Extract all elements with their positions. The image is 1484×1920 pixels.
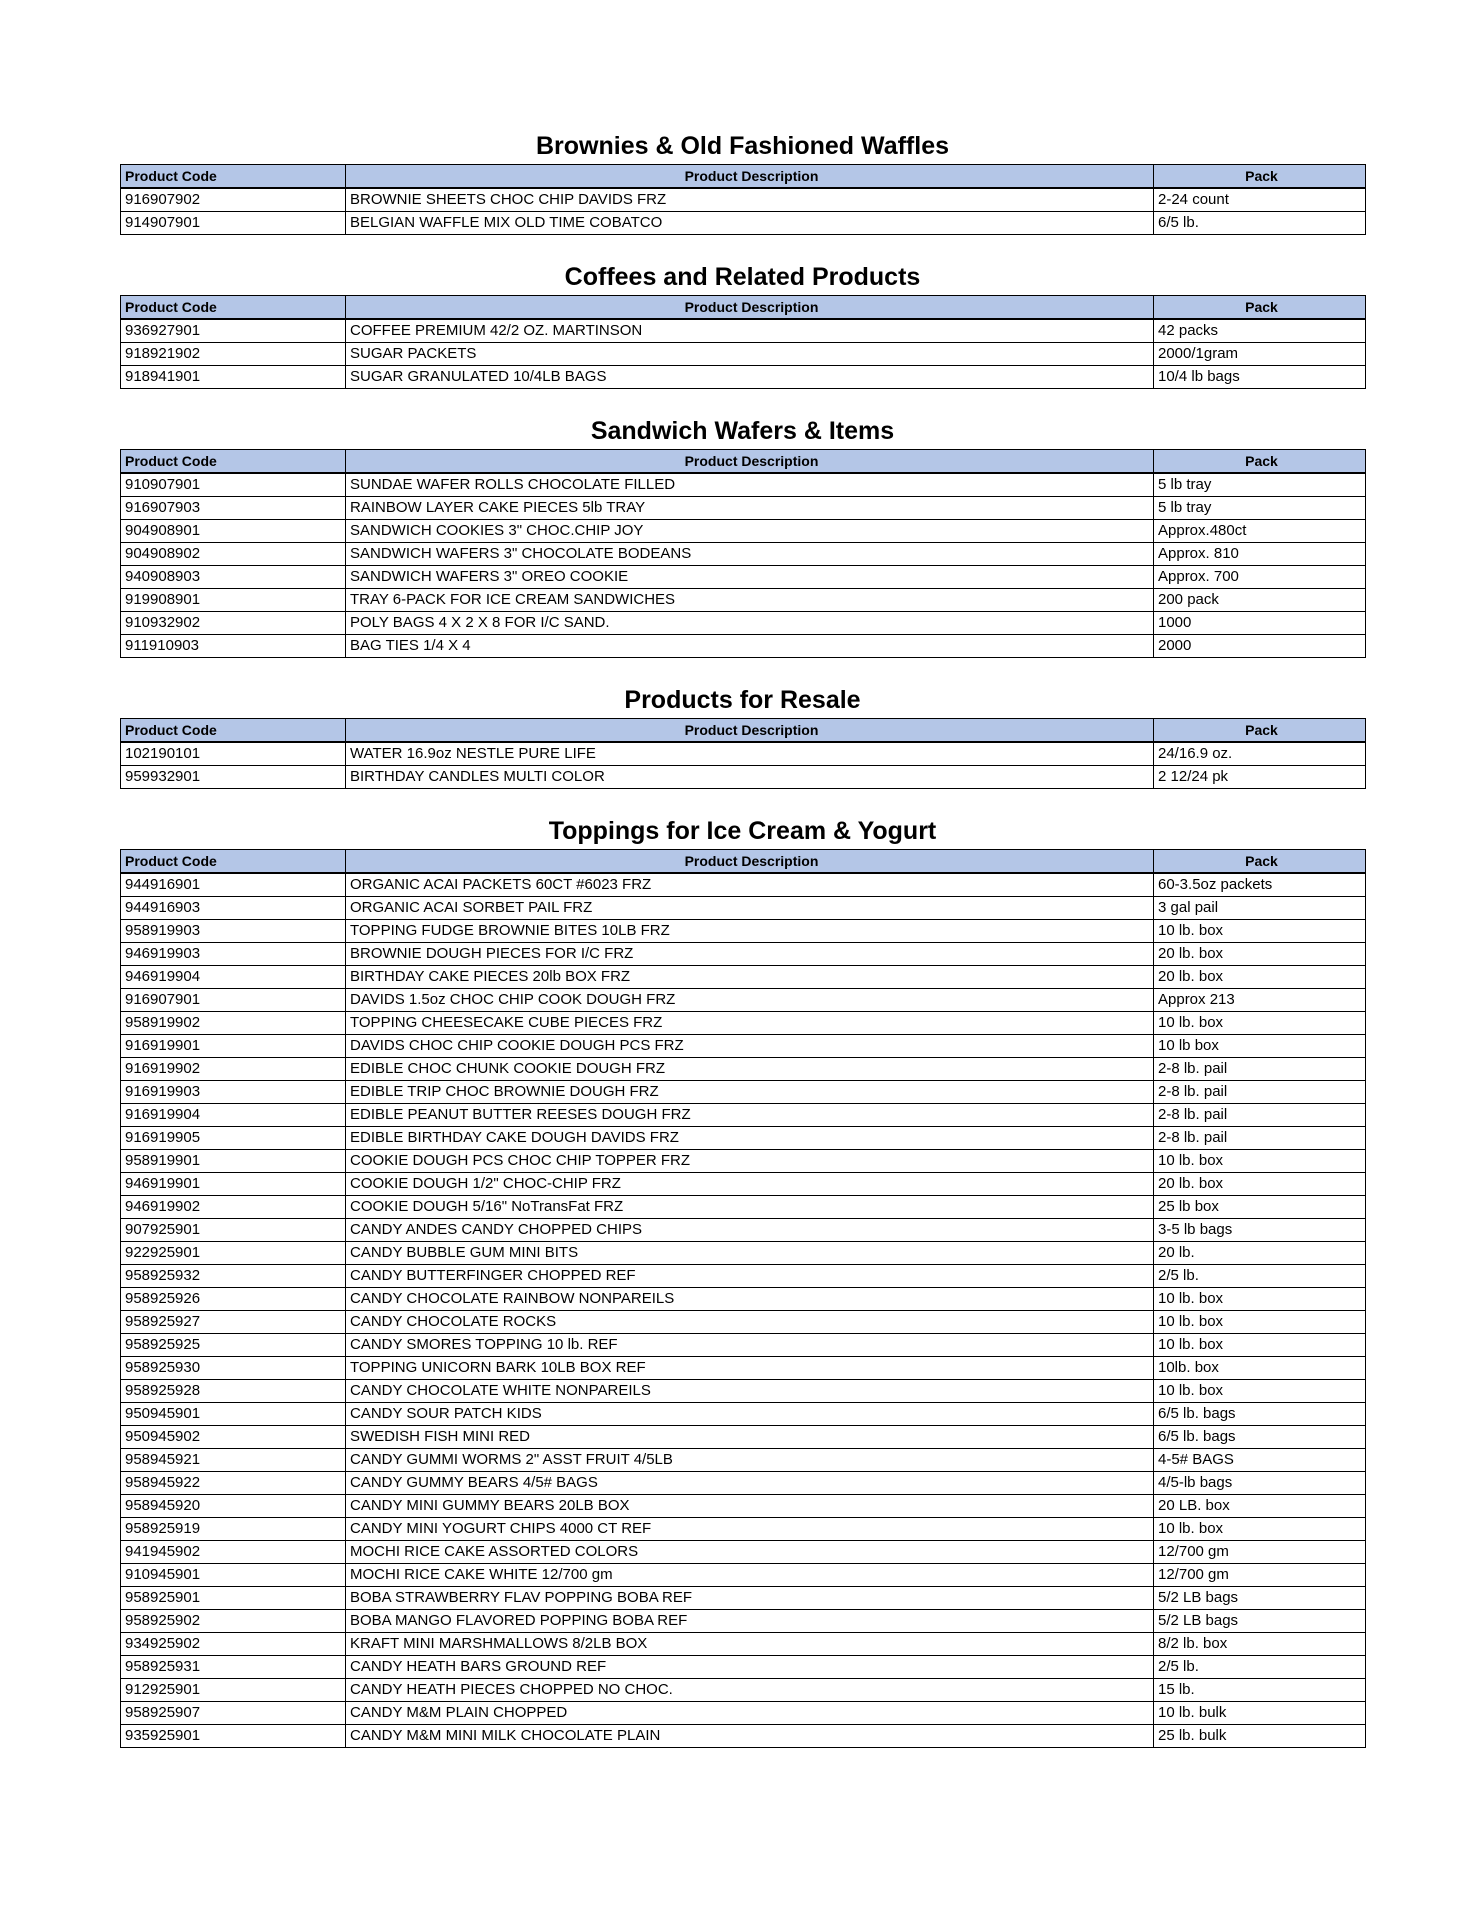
table-row — [121, 989, 1366, 1012]
pack-cell: 24/16.9 oz. — [1154, 742, 1366, 766]
pack-cell: 6/5 lb. bags — [1154, 1403, 1366, 1426]
product-code-cell: 935925901 — [121, 1725, 346, 1748]
table-row — [121, 1702, 1366, 1725]
product-code-cell: 958919901 — [121, 1150, 346, 1173]
table-row — [121, 612, 1366, 635]
product-description-cell: COOKIE DOUGH PCS CHOC CHIP TOPPER FRZ — [346, 1150, 1154, 1173]
product-code-cell: 958945920 — [121, 1495, 346, 1518]
header-product-description: Product Description — [346, 165, 1154, 189]
pack-cell: 2-8 lb. pail — [1154, 1058, 1366, 1081]
pack-cell: Approx 213 — [1154, 989, 1366, 1012]
product-code-cell: 950945901 — [121, 1403, 346, 1426]
product-code-cell: 916907901 — [121, 989, 346, 1012]
product-description-cell: CANDY SOUR PATCH KIDS — [346, 1403, 1154, 1426]
product-code-cell: 946919903 — [121, 943, 346, 966]
header-pack: Pack — [1154, 850, 1366, 874]
header-product-description: Product Description — [346, 296, 1154, 320]
header-product-code: Product Code — [121, 296, 346, 320]
section-title: Brownies & Old Fashioned Waffles — [535, 132, 949, 160]
product-description-cell: EDIBLE PEANUT BUTTER REESES DOUGH FRZ — [346, 1104, 1154, 1127]
table-row — [121, 1633, 1366, 1656]
catalog-section — [120, 413, 1365, 658]
section-title: Products for Resale — [624, 686, 861, 714]
product-description-cell: SUNDAE WAFER ROLLS CHOCOLATE FILLED — [346, 473, 1154, 497]
product-description-cell: CANDY M&M PLAIN CHOPPED — [346, 1702, 1154, 1725]
pack-cell: Approx. 810 — [1154, 543, 1366, 566]
table-row — [121, 1472, 1366, 1495]
pack-cell: 2-8 lb. pail — [1154, 1104, 1366, 1127]
product-description-cell: CANDY CHOCOLATE ROCKS — [346, 1311, 1154, 1334]
product-table — [120, 164, 1366, 235]
header-product-description: Product Description — [346, 719, 1154, 743]
product-code-cell: 916919905 — [121, 1127, 346, 1150]
table-row — [121, 366, 1366, 389]
pack-cell: 20 lb. box — [1154, 966, 1366, 989]
pack-cell: 8/2 lb. box — [1154, 1633, 1366, 1656]
product-code-cell: 910945901 — [121, 1564, 346, 1587]
product-description-cell: CANDY HEATH PIECES CHOPPED NO CHOC. — [346, 1679, 1154, 1702]
product-code-cell: 958945921 — [121, 1449, 346, 1472]
product-code-cell: 958925907 — [121, 1702, 346, 1725]
table-row — [121, 1725, 1366, 1748]
product-description-cell: TOPPING UNICORN BARK 10LB BOX REF — [346, 1357, 1154, 1380]
product-description-cell: BROWNIE DOUGH PIECES FOR I/C FRZ — [346, 943, 1154, 966]
section-title: Toppings for Ice Cream & Yogurt — [548, 817, 937, 845]
table-row — [121, 212, 1366, 235]
table-row — [121, 1058, 1366, 1081]
table-row — [121, 1495, 1366, 1518]
table-row — [121, 1173, 1366, 1196]
product-description-cell: MOCHI RICE CAKE WHITE 12/700 gm — [346, 1564, 1154, 1587]
pack-cell: 3-5 lb bags — [1154, 1219, 1366, 1242]
product-description-cell: CANDY CHOCOLATE RAINBOW NONPAREILS — [346, 1288, 1154, 1311]
table-row — [121, 1656, 1366, 1679]
table-row — [121, 1219, 1366, 1242]
product-code-cell: 940908903 — [121, 566, 346, 589]
table-row — [121, 742, 1366, 766]
pack-cell: 42 packs — [1154, 319, 1366, 343]
product-code-cell: 910907901 — [121, 473, 346, 497]
product-code-cell: 911910903 — [121, 635, 346, 658]
product-description-cell: BROWNIE SHEETS CHOC CHIP DAVIDS FRZ — [346, 188, 1154, 212]
header-product-code: Product Code — [121, 165, 346, 189]
header-product-code: Product Code — [121, 850, 346, 874]
section-title: Coffees and Related Products — [564, 263, 921, 291]
product-description-cell: BAG TIES 1/4 X 4 — [346, 635, 1154, 658]
pack-cell: 20 lb. box — [1154, 943, 1366, 966]
product-description-cell: CANDY MINI YOGURT CHIPS 4000 CT REF — [346, 1518, 1154, 1541]
product-code-cell: 958925932 — [121, 1265, 346, 1288]
product-description-cell: ORGANIC ACAI PACKETS 60CT #6023 FRZ — [346, 873, 1154, 897]
pack-cell: 10 lb. bulk — [1154, 1702, 1366, 1725]
pack-cell: 10 lb. box — [1154, 1334, 1366, 1357]
pack-cell: 2 12/24 pk — [1154, 766, 1366, 789]
product-description-cell: POLY BAGS 4 X 2 X 8 FOR I/C SAND. — [346, 612, 1154, 635]
product-description-cell: TRAY 6-PACK FOR ICE CREAM SANDWICHES — [346, 589, 1154, 612]
product-description-cell: BOBA STRAWBERRY FLAV POPPING BOBA REF — [346, 1587, 1154, 1610]
table-row — [121, 920, 1366, 943]
product-table — [120, 449, 1366, 658]
product-code-cell: 916907902 — [121, 188, 346, 212]
pack-cell: 4-5# BAGS — [1154, 1449, 1366, 1472]
product-description-cell: CANDY BUTTERFINGER CHOPPED REF — [346, 1265, 1154, 1288]
table-row — [121, 1265, 1366, 1288]
section-title: Sandwich Wafers & Items — [590, 417, 895, 445]
pack-cell: Approx. 700 — [1154, 566, 1366, 589]
header-product-description: Product Description — [346, 450, 1154, 474]
pack-cell: 20 lb. box — [1154, 1173, 1366, 1196]
product-description-cell: SANDWICH COOKIES 3" CHOC.CHIP JOY — [346, 520, 1154, 543]
table-row — [121, 520, 1366, 543]
table-row — [121, 1449, 1366, 1472]
table-row — [121, 1403, 1366, 1426]
product-table — [120, 718, 1366, 789]
pack-cell: 2/5 lb. — [1154, 1265, 1366, 1288]
table-row — [121, 1334, 1366, 1357]
table-row — [121, 966, 1366, 989]
product-code-cell: 912925901 — [121, 1679, 346, 1702]
catalog-section — [120, 682, 1365, 789]
pack-cell: 25 lb. bulk — [1154, 1725, 1366, 1748]
pack-cell: 10lb. box — [1154, 1357, 1366, 1380]
table-row — [121, 1541, 1366, 1564]
product-code-cell: 958919903 — [121, 920, 346, 943]
table-row — [121, 1104, 1366, 1127]
table-row — [121, 1587, 1366, 1610]
product-code-cell: 919908901 — [121, 589, 346, 612]
pack-cell: 2-24 count — [1154, 188, 1366, 212]
product-description-cell: COFFEE PREMIUM 42/2 OZ. MARTINSON — [346, 319, 1154, 343]
catalog-section — [120, 259, 1365, 389]
pack-cell: 10 lb. box — [1154, 1518, 1366, 1541]
header-pack: Pack — [1154, 450, 1366, 474]
product-description-cell: CANDY CHOCOLATE WHITE NONPAREILS — [346, 1380, 1154, 1403]
pack-cell: 12/700 gm — [1154, 1564, 1366, 1587]
product-code-cell: 914907901 — [121, 212, 346, 235]
product-code-cell: 941945902 — [121, 1541, 346, 1564]
product-code-cell: 910932902 — [121, 612, 346, 635]
product-code-cell: 958925919 — [121, 1518, 346, 1541]
product-description-cell: SWEDISH FISH MINI RED — [346, 1426, 1154, 1449]
product-code-cell: 904908902 — [121, 543, 346, 566]
product-code-cell: 918941901 — [121, 366, 346, 389]
product-code-cell: 958925930 — [121, 1357, 346, 1380]
product-description-cell: DAVIDS CHOC CHIP COOKIE DOUGH PCS FRZ — [346, 1035, 1154, 1058]
product-description-cell: EDIBLE BIRTHDAY CAKE DOUGH DAVIDS FRZ — [346, 1127, 1154, 1150]
pack-cell: 3 gal pail — [1154, 897, 1366, 920]
product-description-cell: SANDWICH WAFERS 3" OREO COOKIE — [346, 566, 1154, 589]
table-row — [121, 943, 1366, 966]
product-description-cell: CANDY M&M MINI MILK CHOCOLATE PLAIN — [346, 1725, 1154, 1748]
product-description-cell: BIRTHDAY CANDLES MULTI COLOR — [346, 766, 1154, 789]
table-row — [121, 1518, 1366, 1541]
header-pack: Pack — [1154, 165, 1366, 189]
product-code-cell: 922925901 — [121, 1242, 346, 1265]
product-code-cell: 944916901 — [121, 873, 346, 897]
pack-cell: 2000 — [1154, 635, 1366, 658]
product-code-cell: 946919904 — [121, 966, 346, 989]
product-code-cell: 958925928 — [121, 1380, 346, 1403]
product-code-cell: 918921902 — [121, 343, 346, 366]
table-row — [121, 543, 1366, 566]
product-description-cell: CANDY HEATH BARS GROUND REF — [346, 1656, 1154, 1679]
pack-cell: 6/5 lb. bags — [1154, 1426, 1366, 1449]
table-row — [121, 1357, 1366, 1380]
table-row — [121, 1380, 1366, 1403]
product-code-cell: 958925901 — [121, 1587, 346, 1610]
product-code-cell: 916907903 — [121, 497, 346, 520]
product-description-cell: BELGIAN WAFFLE MIX OLD TIME COBATCO — [346, 212, 1154, 235]
product-description-cell: CANDY BUBBLE GUM MINI BITS — [346, 1242, 1154, 1265]
table-row — [121, 1127, 1366, 1150]
product-description-cell: COOKIE DOUGH 5/16" NoTransFat FRZ — [346, 1196, 1154, 1219]
product-description-cell: BOBA MANGO FLAVORED POPPING BOBA REF — [346, 1610, 1154, 1633]
product-code-cell: 944916903 — [121, 897, 346, 920]
product-description-cell: TOPPING FUDGE BROWNIE BITES 10LB FRZ — [346, 920, 1154, 943]
pack-cell: 6/5 lb. — [1154, 212, 1366, 235]
product-code-cell: 946919901 — [121, 1173, 346, 1196]
pack-cell: 60-3.5oz packets — [1154, 873, 1366, 897]
header-product-description: Product Description — [346, 850, 1154, 874]
pack-cell: 10 lb. box — [1154, 920, 1366, 943]
catalog-section — [120, 128, 1365, 235]
product-description-cell: RAINBOW LAYER CAKE PIECES 5lb TRAY — [346, 497, 1154, 520]
table-row — [121, 188, 1366, 212]
product-code-cell: 958925902 — [121, 1610, 346, 1633]
pack-cell: 5/2 LB bags — [1154, 1610, 1366, 1633]
product-description-cell: ORGANIC ACAI SORBET PAIL FRZ — [346, 897, 1154, 920]
pack-cell: 15 lb. — [1154, 1679, 1366, 1702]
product-description-cell: MOCHI RICE CAKE ASSORTED COLORS — [346, 1541, 1154, 1564]
product-code-cell: 916919901 — [121, 1035, 346, 1058]
product-description-cell: EDIBLE TRIP CHOC BROWNIE DOUGH FRZ — [346, 1081, 1154, 1104]
product-description-cell: BIRTHDAY CAKE PIECES 20lb BOX FRZ — [346, 966, 1154, 989]
pack-cell: 2-8 lb. pail — [1154, 1081, 1366, 1104]
table-row — [121, 1150, 1366, 1173]
pack-cell: 2-8 lb. pail — [1154, 1127, 1366, 1150]
pack-cell: 10 lb. box — [1154, 1012, 1366, 1035]
table-header-row — [121, 719, 1366, 743]
product-code-cell: 946919902 — [121, 1196, 346, 1219]
pack-cell: 25 lb box — [1154, 1196, 1366, 1219]
product-code-cell: 958925927 — [121, 1311, 346, 1334]
product-description-cell: CANDY GUMMY BEARS 4/5# BAGS — [346, 1472, 1154, 1495]
product-code-cell: 916919903 — [121, 1081, 346, 1104]
table-row — [121, 1679, 1366, 1702]
product-description-cell: WATER 16.9oz NESTLE PURE LIFE — [346, 742, 1154, 766]
table-row — [121, 897, 1366, 920]
catalog-section — [120, 813, 1365, 1748]
pack-cell: 2000/1gram — [1154, 343, 1366, 366]
table-header-row — [121, 296, 1366, 320]
table-row — [121, 766, 1366, 789]
product-description-cell: CANDY ANDES CANDY CHOPPED CHIPS — [346, 1219, 1154, 1242]
pack-cell: 10 lb box — [1154, 1035, 1366, 1058]
product-description-cell: COOKIE DOUGH 1/2" CHOC-CHIP FRZ — [346, 1173, 1154, 1196]
product-code-cell: 904908901 — [121, 520, 346, 543]
product-code-cell: 959932901 — [121, 766, 346, 789]
table-row — [121, 1311, 1366, 1334]
table-row — [121, 343, 1366, 366]
table-row — [121, 1426, 1366, 1449]
table-row — [121, 1288, 1366, 1311]
product-description-cell: KRAFT MINI MARSHMALLOWS 8/2LB BOX — [346, 1633, 1154, 1656]
table-row — [121, 873, 1366, 897]
pack-cell: 200 pack — [1154, 589, 1366, 612]
table-row — [121, 1564, 1366, 1587]
table-row — [121, 1610, 1366, 1633]
table-header-row — [121, 850, 1366, 874]
header-product-code: Product Code — [121, 450, 346, 474]
table-row — [121, 589, 1366, 612]
product-description-cell: CANDY SMORES TOPPING 10 lb. REF — [346, 1334, 1154, 1357]
product-code-cell: 916919902 — [121, 1058, 346, 1081]
product-code-cell: 958925931 — [121, 1656, 346, 1679]
table-row — [121, 1012, 1366, 1035]
product-code-cell: 102190101 — [121, 742, 346, 766]
header-product-code: Product Code — [121, 719, 346, 743]
product-code-cell: 950945902 — [121, 1426, 346, 1449]
pack-cell: 1000 — [1154, 612, 1366, 635]
pack-cell: 10 lb. box — [1154, 1380, 1366, 1403]
table-row — [121, 497, 1366, 520]
pack-cell: 5 lb tray — [1154, 473, 1366, 497]
table-row — [121, 319, 1366, 343]
table-row — [121, 1081, 1366, 1104]
table-row — [121, 566, 1366, 589]
product-code-cell: 934925902 — [121, 1633, 346, 1656]
product-description-cell: SUGAR GRANULATED 10/4LB BAGS — [346, 366, 1154, 389]
table-row — [121, 1035, 1366, 1058]
pack-cell: 10/4 lb bags — [1154, 366, 1366, 389]
product-code-cell: 936927901 — [121, 319, 346, 343]
product-description-cell: DAVIDS 1.5oz CHOC CHIP COOK DOUGH FRZ — [346, 989, 1154, 1012]
pack-cell: 10 lb. box — [1154, 1150, 1366, 1173]
product-code-cell: 958945922 — [121, 1472, 346, 1495]
product-code-cell: 958925926 — [121, 1288, 346, 1311]
pack-cell: 10 lb. box — [1154, 1311, 1366, 1334]
pack-cell: 20 LB. box — [1154, 1495, 1366, 1518]
product-code-cell: 958919902 — [121, 1012, 346, 1035]
table-row — [121, 635, 1366, 658]
product-description-cell: CANDY MINI GUMMY BEARS 20LB BOX — [346, 1495, 1154, 1518]
product-catalog — [120, 128, 1365, 1772]
pack-cell: 5/2 LB bags — [1154, 1587, 1366, 1610]
pack-cell: 2/5 lb. — [1154, 1656, 1366, 1679]
pack-cell: 20 lb. — [1154, 1242, 1366, 1265]
table-row — [121, 1242, 1366, 1265]
product-description-cell: EDIBLE CHOC CHUNK COOKIE DOUGH FRZ — [346, 1058, 1154, 1081]
product-description-cell: SUGAR PACKETS — [346, 343, 1154, 366]
product-description-cell: SANDWICH WAFERS 3" CHOCOLATE BODEANS — [346, 543, 1154, 566]
pack-cell: Approx.480ct — [1154, 520, 1366, 543]
product-description-cell: TOPPING CHEESECAKE CUBE PIECES FRZ — [346, 1012, 1154, 1035]
table-header-row — [121, 450, 1366, 474]
product-code-cell: 958925925 — [121, 1334, 346, 1357]
table-header-row — [121, 165, 1366, 189]
product-table — [120, 849, 1366, 1748]
pack-cell: 5 lb tray — [1154, 497, 1366, 520]
product-description-cell: CANDY GUMMI WORMS 2" ASST FRUIT 4/5LB — [346, 1449, 1154, 1472]
pack-cell: 10 lb. box — [1154, 1288, 1366, 1311]
product-code-cell: 907925901 — [121, 1219, 346, 1242]
pack-cell: 4/5-lb bags — [1154, 1472, 1366, 1495]
product-code-cell: 916919904 — [121, 1104, 346, 1127]
pack-cell: 12/700 gm — [1154, 1541, 1366, 1564]
table-row — [121, 473, 1366, 497]
header-pack: Pack — [1154, 719, 1366, 743]
product-table — [120, 295, 1366, 389]
table-row — [121, 1196, 1366, 1219]
header-pack: Pack — [1154, 296, 1366, 320]
